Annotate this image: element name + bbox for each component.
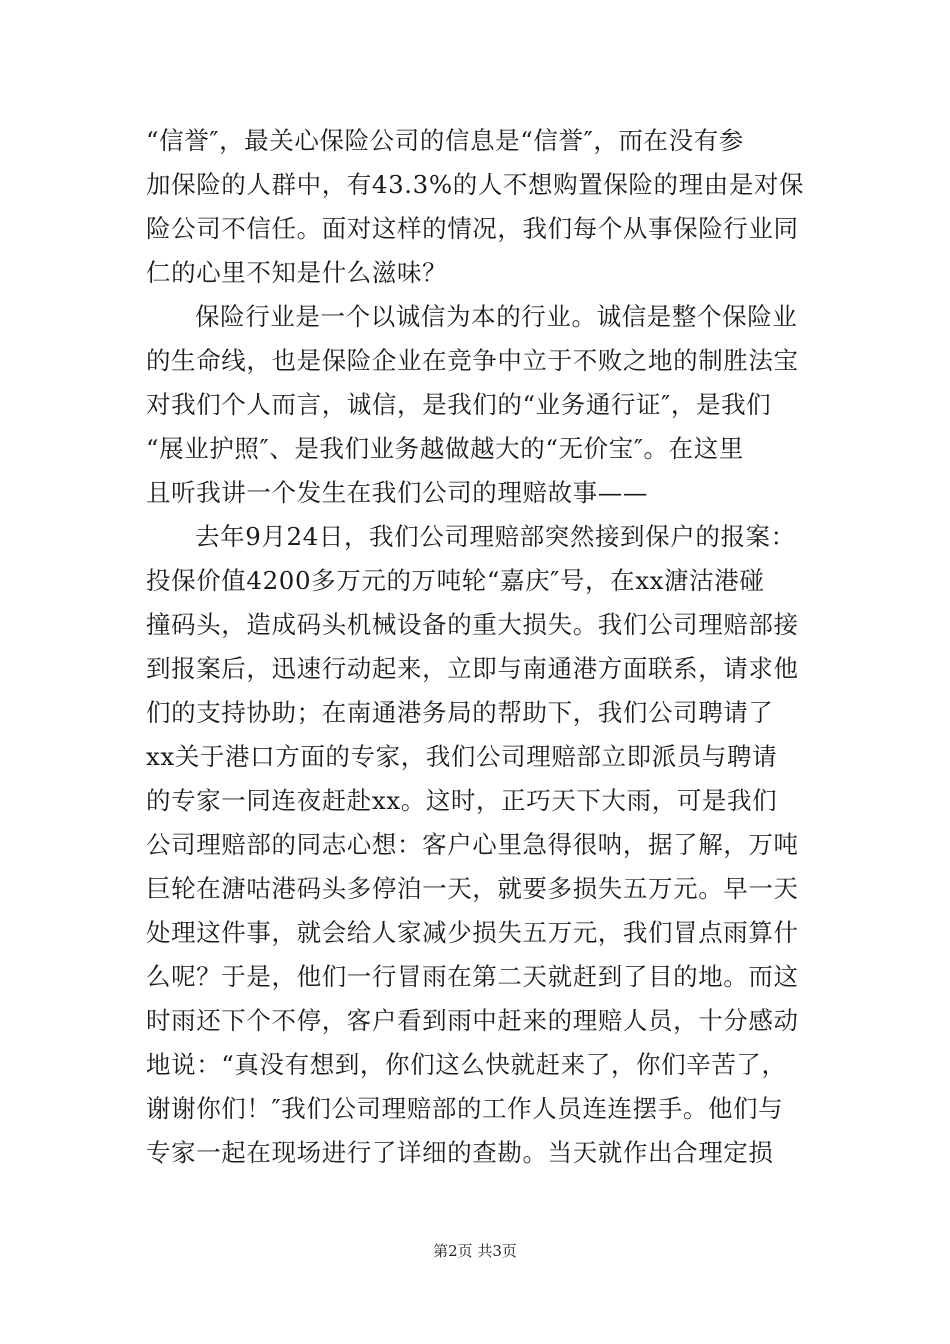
text-line: 处理这件事，就会给人家减少损失五万元，我们冒点雨算什 bbox=[146, 918, 799, 947]
text-line: 们的支持协助；在南通港务局的帮助下，我们公司聘请了 bbox=[146, 698, 774, 727]
page-number-footer: 第2页 共3页 bbox=[433, 1242, 517, 1260]
text-line: xx关于港口方面的专家，我们公司理赔部立即派员与聘请 bbox=[146, 742, 778, 771]
text-line: 的生命线，也是保险企业在竞争中立于不败之地的制胜法宝 bbox=[146, 346, 799, 375]
text-line: 险公司不信任。面对这样的情况，我们每个从事保险行业同 bbox=[146, 214, 799, 243]
text-line: 么呢？于是，他们一行冒雨在第二天就赶到了目的地。而这 bbox=[146, 962, 799, 991]
text-line: 公司理赔部的同志心想：客户心里急得很呐，据了解，万吨 bbox=[146, 830, 799, 859]
text-line: 加保险的人群中，有43.3%的人不想购置保险的理由是对保 bbox=[146, 170, 805, 199]
text-line: 专家一起在现场进行了详细的查勘。当天就作出合理定损 bbox=[146, 1138, 774, 1167]
paragraph-first-line: 保险行业是一个以诚信为本的行业。诚信是整个保险业 bbox=[195, 302, 798, 331]
text-line: 地说：“真没有想到，你们这么快就赶来了，你们辛苦了， bbox=[146, 1050, 787, 1079]
paragraph-first-line: 去年9月24日，我们公司理赔部突然接到保户的报案： bbox=[195, 522, 796, 551]
text-line: 投保价值4200多万元的万吨轮“嘉庆″号，在xx溏沽港碰 bbox=[146, 566, 765, 595]
text-line: 仁的心里不知是什么滋味？ bbox=[146, 258, 448, 287]
text-line: “展业护照″、是我们业务越做越大的“无价宝″。在这里 bbox=[146, 434, 744, 463]
text-line: 谢谢你们！″我们公司理赔部的工作人员连连摆手。他们与 bbox=[146, 1094, 784, 1123]
text-line: 时雨还下个不停，客户看到雨中赶来的理赔人员，十分感动 bbox=[146, 1006, 799, 1035]
text-line: 对我们个人而言，诚信，是我们的“业务通行证″，是我们 bbox=[146, 390, 772, 419]
text-line: 到报案后，迅速行动起来，立即与南通港方面联系，请求他 bbox=[146, 654, 799, 683]
text-line: 巨轮在溏咕港码头多停泊一天，就要多损失五万元。早一天 bbox=[146, 874, 799, 903]
text-line: 的专家一同连夜赶赴xx。这时，正巧天下大雨，可是我们 bbox=[146, 786, 778, 815]
text-line: “信誉″，最关心保险公司的信息是“信誉″，而在没有参 bbox=[146, 126, 744, 155]
text-line: 且听我讲一个发生在我们公司的理赔故事—— bbox=[146, 478, 648, 507]
text-line: 撞码头，造成码头机械设备的重大损失。我们公司理赔部接 bbox=[146, 610, 799, 639]
